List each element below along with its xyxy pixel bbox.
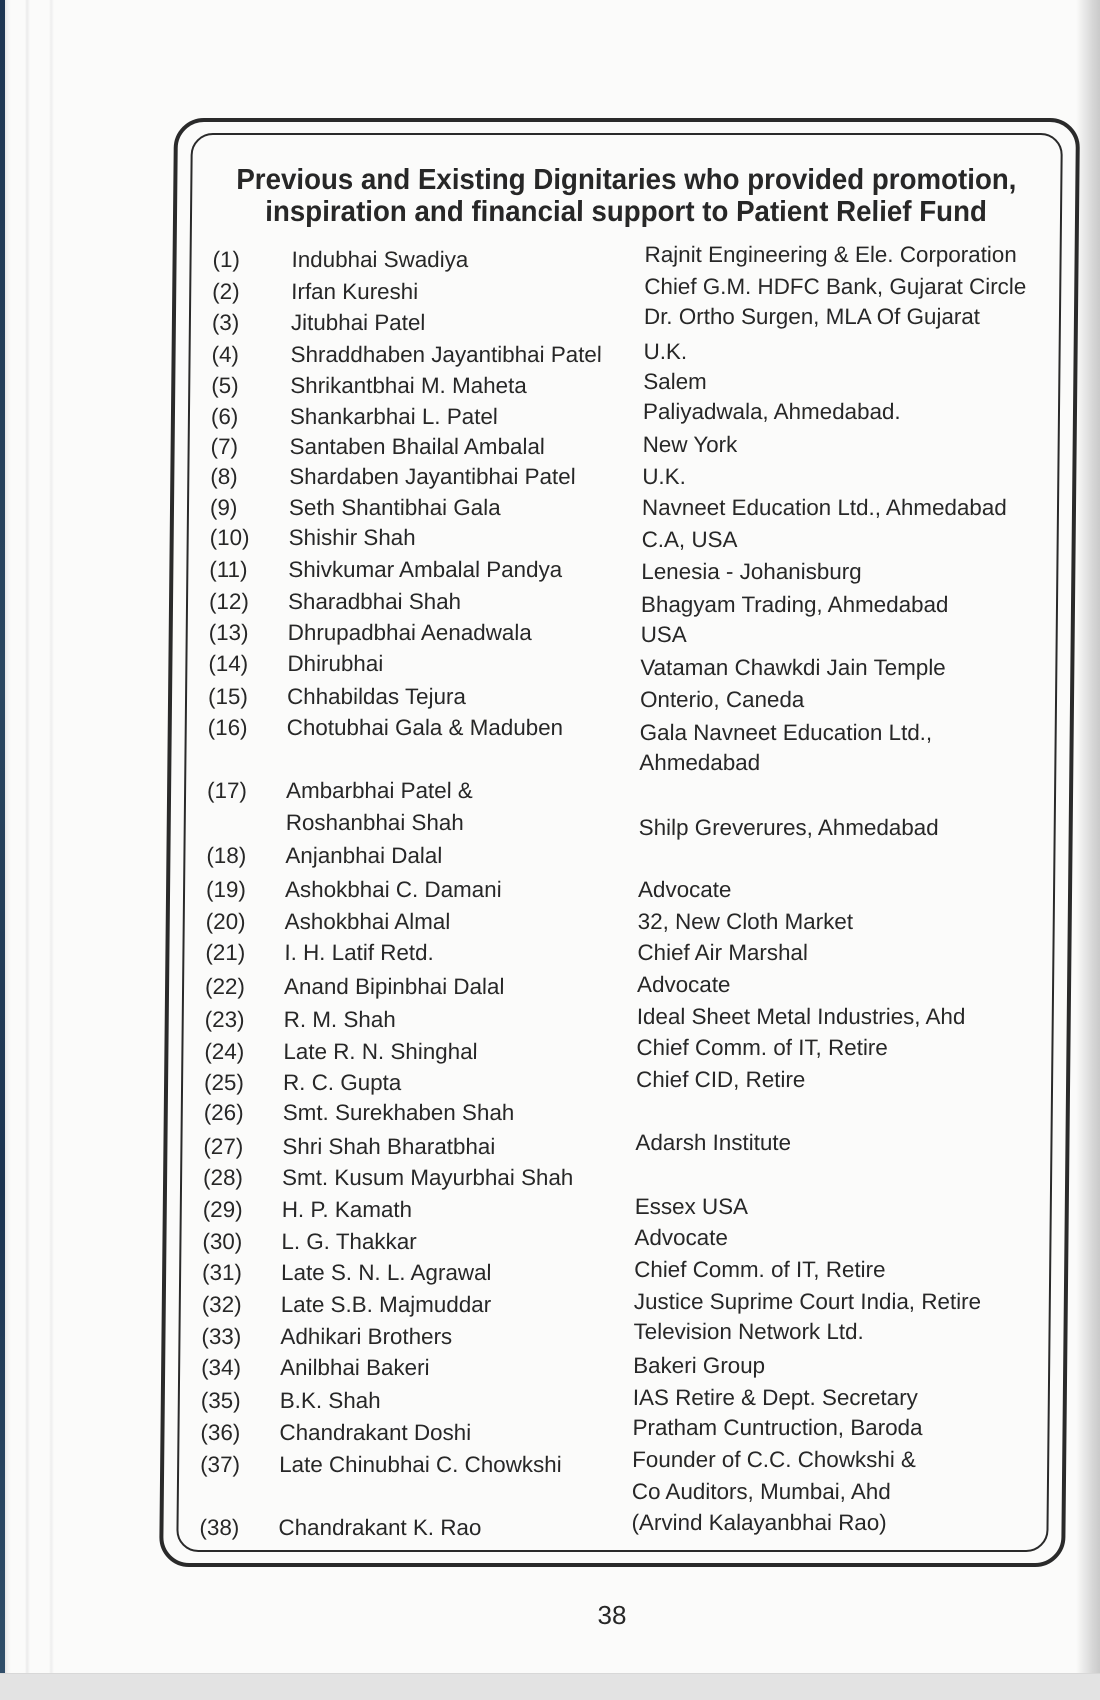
entry-number: (9)	[209, 495, 238, 520]
entry-name: I. H. Latif Retd.	[284, 940, 434, 965]
entry-number: (23)	[204, 1007, 245, 1032]
page-stack-edges	[5, 0, 65, 1700]
entry-affiliation: IAS Retire & Dept. Secretary	[632, 1385, 918, 1410]
entry-name: Late S. N. L. Agrawal	[281, 1260, 492, 1285]
entry-number: (36)	[200, 1420, 241, 1445]
entry-number: (3)	[211, 310, 240, 335]
scanner-bed-margin	[0, 1673, 1100, 1700]
entry-number: (20)	[205, 909, 246, 934]
entry-number: (17)	[206, 778, 248, 803]
entry-affiliation: C.A, USA	[641, 527, 738, 552]
entry-name: Late S.B. Majmuddar	[280, 1292, 492, 1317]
heading-line-1: Previous and Existing Dignitaries who provided promotion,	[236, 164, 1017, 196]
entry-affiliation: Bakeri Group	[633, 1353, 766, 1378]
entry-affiliation: Paliyadwala, Ahmedabad.	[642, 399, 901, 424]
entry-name: Shishir Shah	[288, 525, 416, 550]
entry-affiliation: Dr. Ortho Surgen, MLA Of Gujarat	[643, 304, 981, 329]
entry-number: (32)	[201, 1292, 242, 1317]
entry-affiliation: Shilp Greverures, Ahmedabad	[638, 815, 939, 840]
entry-number: (11)	[209, 557, 248, 582]
entry-affiliation: Pratham Cuntruction, Baroda	[632, 1415, 923, 1440]
framed-content	[134, 0, 1091, 1640]
entry-number: (22)	[204, 974, 246, 999]
entry-number: (6)	[210, 404, 239, 429]
entry-number: (16)	[207, 715, 248, 740]
entry-affiliation: Rajnit Engineering & Ele. Corporation	[644, 242, 1017, 267]
entry-name: Adhikari Brothers	[280, 1324, 453, 1349]
entry-name: Chotubhai Gala & Maduben	[286, 715, 564, 740]
page-number: 38	[597, 1600, 627, 1630]
entry-name: R. C. Gupta	[282, 1070, 402, 1095]
entry-name: Shivkumar Ambalal Pandya	[288, 557, 563, 582]
entry-name: Dhrupadbhai Aenadwala	[287, 620, 532, 645]
entry-affiliation: Vataman Chawkdi Jain Temple	[640, 655, 946, 680]
entry-name: Jitubhai Patel	[290, 310, 426, 335]
entry-name: R. M. Shah	[283, 1007, 396, 1032]
entry-affiliation: New York	[642, 432, 738, 457]
entry-name: Ashokbhai Almal	[284, 909, 451, 934]
entry-affiliation: (Arvind Kalayanbhai Rao)	[631, 1510, 887, 1535]
entry-name: Anand Bipinbhai Dalal	[283, 974, 505, 999]
entry-affiliation: Chief Comm. of IT, Retire	[634, 1257, 886, 1282]
entry-affiliation: Chief Comm. of IT, Retire	[636, 1035, 888, 1060]
entry-affiliation: Chief G.M. HDFC Bank, Gujarat Circle	[644, 274, 1027, 299]
entry-affiliation: Television Network Ltd.	[633, 1319, 864, 1344]
entry-number: (2)	[212, 279, 240, 304]
entry-name: B.K. Shah	[279, 1388, 381, 1413]
entry-number: (25)	[203, 1070, 245, 1095]
entry-name: Dhirubhai	[287, 651, 384, 676]
entry-number: (24)	[204, 1039, 245, 1064]
entry-number: (28)	[202, 1165, 244, 1190]
entry-number: (4)	[211, 342, 240, 367]
entry-number: (14)	[208, 651, 249, 676]
entry-affiliation: Essex USA	[634, 1194, 749, 1219]
entry-number: (1)	[212, 247, 241, 272]
entry-affiliation: Ahmedabad	[639, 750, 761, 775]
entry-number: (35)	[200, 1388, 241, 1413]
entry-name: Late R. N. Shinghal	[283, 1039, 478, 1064]
entry-affiliation: U.K.	[642, 464, 687, 489]
entry-number: (19)	[205, 877, 247, 902]
entry-affiliation: Salem	[643, 369, 707, 394]
entry-number: (18)	[206, 843, 247, 868]
entry-name: Shankarbhai L. Patel	[289, 404, 498, 429]
entry-name: Chandrakant Doshi	[279, 1420, 472, 1445]
entry-name: Indubhai Swadiya	[291, 247, 469, 272]
entry-affiliation: Justice Suprime Court India, Retire	[633, 1289, 982, 1314]
entry-number: (10)	[209, 525, 250, 550]
entry-number: (13)	[208, 620, 249, 645]
heading-line-2: inspiration and financial support to Patient Relief Fund	[265, 196, 988, 228]
entry-name: Ashokbhai C. Damani	[284, 877, 502, 902]
entry-name: Smt. Surekhaben Shah	[282, 1100, 515, 1125]
entry-affiliation: Onterio, Caneda	[639, 687, 805, 712]
entry-number: (8)	[210, 464, 238, 489]
entry-affiliation: USA	[640, 622, 687, 647]
entry-number: (7)	[210, 434, 239, 459]
entry-name: Chhabildas Tejura	[286, 684, 467, 709]
entry-name: Santaben Bhailal Ambalal	[289, 434, 545, 459]
entry-number: (12)	[208, 589, 249, 614]
entry-number: (31)	[202, 1260, 243, 1285]
entry-number: (15)	[207, 684, 249, 709]
entry-number: (29)	[202, 1197, 243, 1222]
entry-affiliation: Co Auditors, Mumbai, Ahd	[631, 1479, 891, 1504]
entry-affiliation: Advocate	[634, 1225, 728, 1250]
entry-number: (34)	[201, 1355, 242, 1380]
entry-affiliation: Chief Air Marshal	[637, 940, 809, 965]
entry-affiliation: U.K.	[643, 339, 688, 364]
entry-name: Seth Shantibhai Gala	[288, 495, 501, 520]
entry-affiliation: Chief CID, Retire	[635, 1067, 806, 1092]
entry-name: Anilbhai Bakeri	[280, 1355, 430, 1380]
entry-affiliation: Navneet Education Ltd., Ahmedabad	[641, 495, 1007, 520]
entry-number: (38)	[199, 1515, 240, 1540]
entry-affiliation: Bhagyam Trading, Ahmedabad	[640, 592, 949, 617]
entry-name: Sharadbhai Shah	[287, 589, 462, 614]
entry-affiliation: Advocate	[636, 972, 731, 997]
entry-number: (26)	[203, 1100, 244, 1125]
entry-name: Anjanbhai Dalal	[285, 843, 443, 868]
entry-name: Irfan Kureshi	[291, 279, 419, 304]
entry-number: (21)	[205, 940, 246, 965]
entry-affiliation: Adarsh Institute	[635, 1130, 792, 1155]
entry-number: (5)	[211, 373, 239, 398]
entry-number: (33)	[201, 1324, 242, 1349]
entry-name: Shardaben Jayantibhai Patel	[289, 464, 576, 489]
entry-affiliation: Founder of C.C. Chowkshi &	[632, 1447, 917, 1472]
entry-affiliation: 32, New Cloth Market	[637, 909, 854, 934]
entry-name: Ambarbhai Patel &	[285, 778, 473, 803]
entry-name: H. P. Kamath	[281, 1197, 413, 1222]
entry-affiliation: Lenesia - Johanisburg	[641, 559, 862, 584]
entry-name: Chandrakant K. Rao	[278, 1515, 482, 1540]
entry-number: (27)	[203, 1134, 244, 1159]
entry-name: Shraddhaben Jayantibhai Patel	[290, 342, 602, 367]
entry-number: (30)	[202, 1229, 243, 1254]
entry-affiliation: Gala Navneet Education Ltd.,	[639, 720, 933, 745]
entry-affiliation: Advocate	[637, 877, 732, 902]
entry-name: L. G. Thakkar	[281, 1229, 417, 1254]
entry-name: Shri Shah Bharatbhai	[282, 1134, 496, 1159]
entry-number: (37)	[200, 1452, 241, 1477]
entry-name: Smt. Kusum Mayurbhai Shah	[281, 1165, 574, 1190]
entry-name: Shrikantbhai M. Maheta	[290, 373, 527, 398]
entry-name: Roshanbhai Shah	[285, 810, 464, 835]
entry-name: Late Chinubhai C. Chowkshi	[279, 1452, 562, 1477]
entry-affiliation: Ideal Sheet Metal Industries, Ahd	[636, 1004, 966, 1029]
